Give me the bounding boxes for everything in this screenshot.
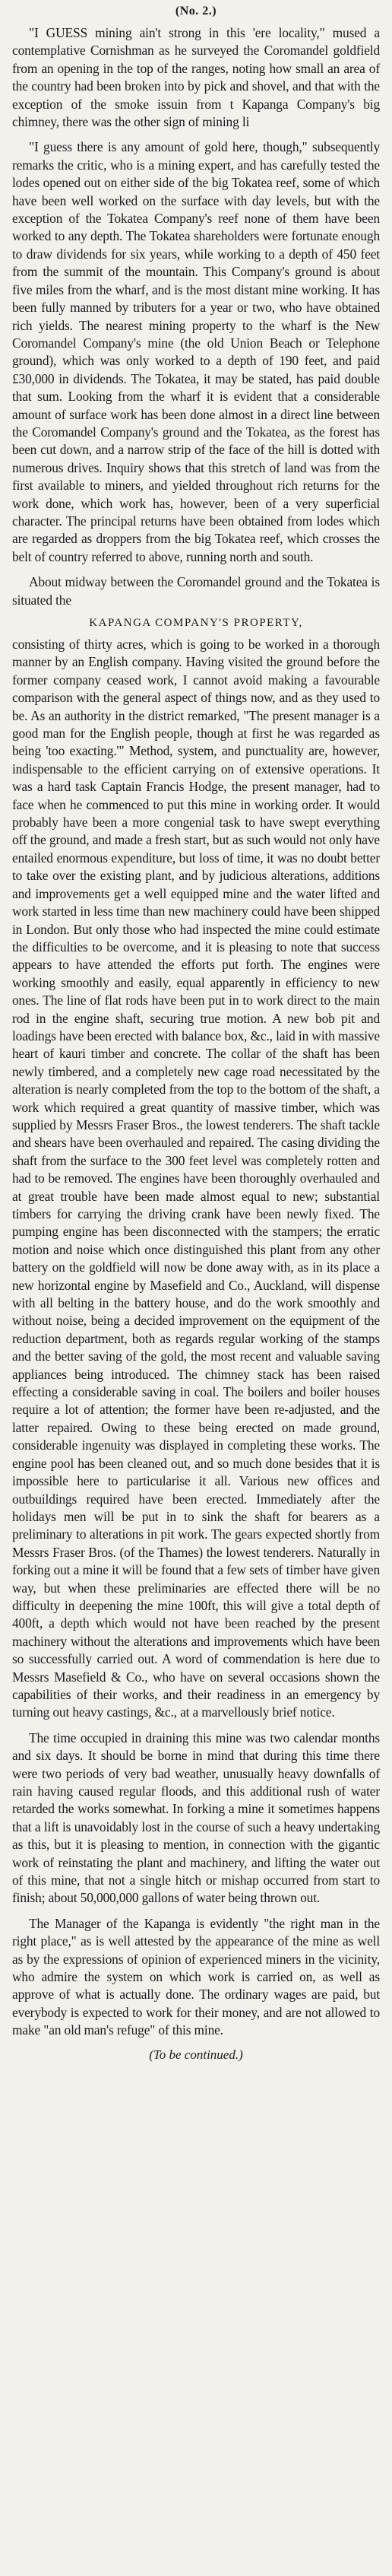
article-paragraph: The time occupied in draining this mine was two calendar months and six days. It should be borne in mind that during this time there were two periods of very bad weather, unusually heavy downfalls of rain having caused regular floods, and this additional rush of water retarded the works somewhat. In forking a mine it sometimes happens that a lift is unavoidably lost in the course of such a heavy undertaking as this, but it is pleasing to mention, in connection with the gigantic work of reinstating the plant and machinery, and lifting the water out of this mine, that not a single hitch or mishap occurred from start to finish; about 50,000,000 gallons of water being thrown out. xyxy=(12,1730,380,1906)
to-be-continued-note: (To be continued.) xyxy=(149,2047,243,2062)
article-paragraph: The Manager of the Kapanga is evidently "the right man in the right place," as is well attested by the appearance of the mine as well as by the expressions of opinion of experienced miners in the vicinity, who admire the system on which work is carried on, as well as approve of what is actually done. The ordinary wages are paid, but everybody is expected to work for their money, and are not allowed to make "an old man's refuge" of this mine. xyxy=(12,1915,380,2038)
article-paragraph: "I guess there is any amount of gold here, though," subsequently remarks the critic, who is a mining expert, and has carefully tested the lodes opened out on either side of the big Tokatea reef, some of which have been well worked on the surface with day levels, but with the exception of the Tokatea Company's reef none of them have been worked to any depth. The Tokatea shareholders were fortunate enough to draw dividends for six years, while working to a depth of 450 feet from the summit of the mountain. This Company's ground is about five miles from the wharf, and is the most distant mine working. It has been fully manned by tributers for a year or two, who have obtained rich yields. The nearest mining property to the wharf is the New Coromandel Company's mine (the old Union Beach or Telephone ground), which was only worked to a depth of 190 feet, and paid £30,000 in dividends. The Tokatea, it may be stated, has paid double that sum. Looking from the wharf it is evident that a considerable amount of surface work has been done almost in a direct line between the Coromandel Company's ground and the Tokatea, as the forest has been cut down, and a narrow strip of the face of the hill is dotted with numerous drives. Inquiry shows that this stretch of land was from the first available to miners, and yielded throughout rich returns for the work done, which work has, however, been of a very superficial character. The principal returns have been obtained from lodes which are regarded as droppers from the big Tokatea reef, which crosses the belt of country referred to above, running north and south. xyxy=(12,139,380,564)
article-paragraph: consisting of thirty acres, which is going to be worked in a thorough manner by an English company. Having visited the ground before the former company ceased work, I cannot avoid making a favourable comparison with the general aspect of things now, and as they used to be. As an authority in the district remarked, "The present manager is a good man for the English people, though at first he was regarded as being 'too exacting.'" Method, system, and punctuality are, however, indispensable to the efficient carrying on of extensive operations. It was a hard task Captain Francis Hodge, the present manager, had to face when he commenced to put this mine in working order. It would probably have been a more congenial task to have swept everything off the ground, and made a fresh start, but as such would not only have entailed enormous expenditure, but loss of time, it was no doubt better to take over the existing plant, and by judicious alterations, additions and improvements get a well equipped mine and the water lifted and work started in less time than new machinery could have been shipped in London. But only those who had inspected the mine could estimate the difficulties to be overcome, and it is pleasing to note that success appears to have attended the efforts put forth. The engines were working smoothly and easily, equal apparently in efficiency to new ones. The line of flat rods have been put in to work direct to the main rod in the engine shaft, securing true motion. A new bob pit and loadings have been erected with balance box, &c., laid in with massive heart of kauri timber and concrete. The collar of the shaft has been newly timbered, and a completely new cage road necessitated by the alteration is nearly completed from the top to the bottom of the shaft, a work which required a great quantity of massive timber, which was supplied by Messrs Fraser Bros., the lowest tenderers. The shaft tackle and shears have been overhauled and repaired. The casing dividing the shaft from the surface to the 300 feet level was completely rotten and had to be removed. The engines have been thoroughly overhauled and at great trouble have been made almost equal to new; substantial timbers for carrying the driving crank have been newly fixed. The pumping engine has been disconnected with the stampers; the erratic motion and noise which once distinguished this plant from any other battery on the goldfield will now be done away with, as in its place a new horizontal engine by Masefield and Co., Auckland, will dispense with all belting in the battery house, and do the work smoothly and without noise, being a decided improvement on the equipment of the reduction department, both as regards regular working of the stamps and the better saving of the gold, the most recent and valuable saving appliances being introduced. The chimney stack has been raised effecting a considerable saving in coal. The boilers and boiler houses require a lot of attention; the former have been re-adjusted, and the latter repaired. Owing to these being erected on made ground, considerable ingenuity was displayed in completing these works. The engine pool has been cleaned out, and so much done besides that it is impossible here to particularise it all. Various new offices and outbuildings required have been erected. Immediately after the holidays men will be put in to sink the shaft for bearers as a preliminary to alterations in pit work. The gears expected shortly from Messrs Fraser Bros. (of the Thames) the lowest tenderers. Naturally in forking out a mine it will be found that a few sets of timber have given way, but when these preliminaries are effected there will be no difficulty in deepening the mine 100ft, this will give a total depth of 400ft, a depth which would not have been reached by the present machinery without the alterations and improvements which have been so successfully carried out. A word of commendation is here due to Messrs Masefield & Co., who have on several occasions shown the capabilities of their works, and their readiness in an emergency by turning out heavy castings, &c., at a marvellously brief notice. xyxy=(12,637,380,1720)
article-part-number: (No. 2.) xyxy=(175,5,217,17)
article-paragraph: "I GUESS mining ain't strong in this 'ere locality," mused a contemplative Cornishman as he surveyed the Coromandel goldfield from an opening in the top of the ranges, noting how small an area of the country had been broken into by pick and shovel, and that with the exception of the smoke issuin from t Kapanga Company's big chimney, there was the other sign of mining li xyxy=(12,25,380,130)
section-heading: KAPANGA COMPANY'S PROPERTY, xyxy=(89,617,303,629)
article-paragraph: About midway between the Coromandel ground and the Tokatea is situated the xyxy=(12,574,380,608)
